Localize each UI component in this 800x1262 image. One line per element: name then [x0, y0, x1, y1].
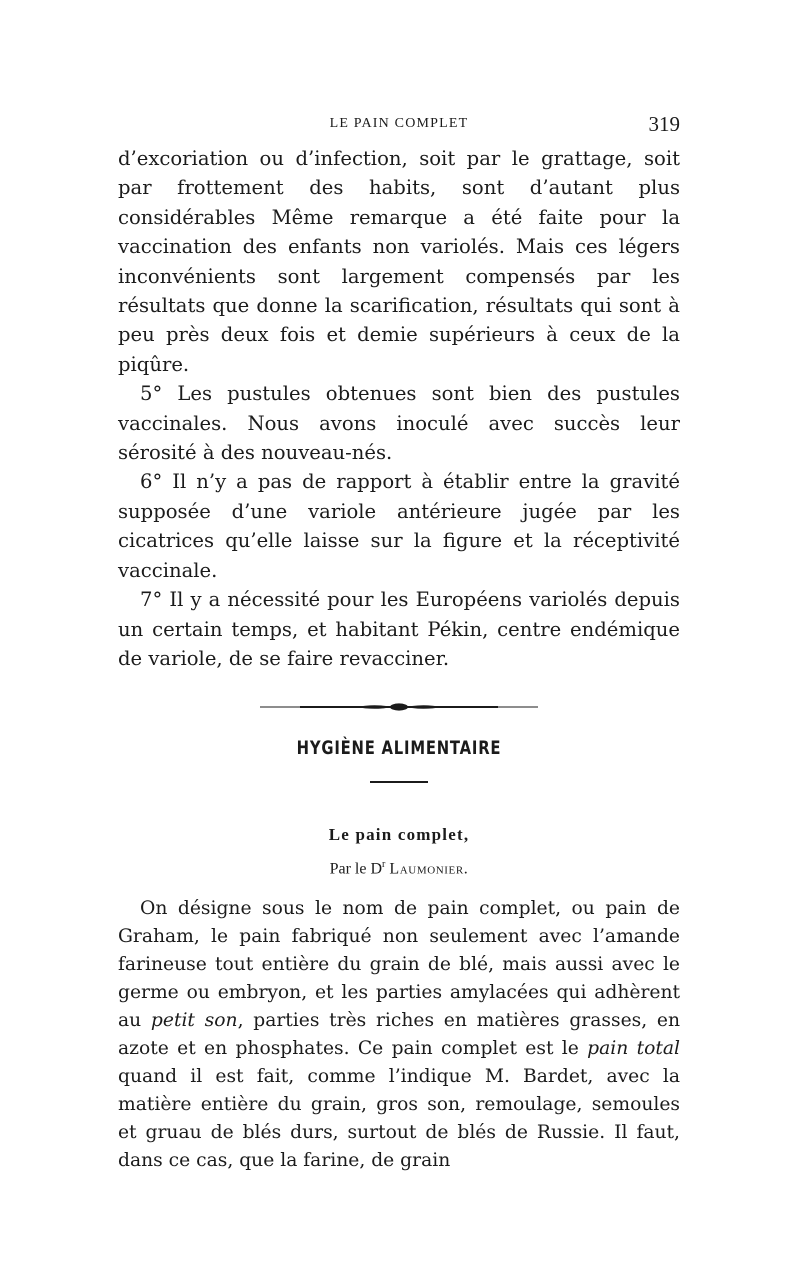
- article-body: [118, 895, 680, 1176]
- article-title: Le pain complet,: [328, 825, 470, 845]
- ornament-icon: [260, 702, 538, 712]
- article-italic-2: pain total: [587, 1038, 680, 1060]
- ornamental-divider: [260, 697, 538, 707]
- article-byline: [118, 859, 680, 878]
- section-divider: [370, 781, 428, 783]
- article-text-3: quand il est fait, comme l’indique M. Bardet, avec la matière entière du grain, gros son, remoulage, semoules et gruau de blés durs, surtout de blés de Russie. Il faut, dans ce cas, que la farine, de grain: [118, 1066, 680, 1172]
- article-italic-1: petit son: [150, 1010, 238, 1032]
- running-title: LE PAIN COMPLET: [329, 116, 469, 131]
- running-head: [118, 112, 680, 144]
- byline-prefix: Par le D: [329, 860, 383, 878]
- paragraph-continued: d’excoriation ou d’infection, soit par le grattage, soit par frottement des habits, sont d’autant plus considérables Même remarque a été faite pour la vaccination des enfants non variolés. Mais ces légers inconvénients sont largement compensés par les résultats que donne la scarification, résultats qui sont à peu près deux fois et demie supérieurs à ceux de la piqûre.: [118, 147, 680, 376]
- byline-superscript: r: [382, 859, 386, 871]
- paragraph-point-7: 7° Il y a nécessité pour les Européens variolés depuis un certain temps, et habitant Pékin, centre endémique de variole, de se faire revacciner.: [118, 588, 680, 670]
- section-title: HYGIÈNE ALIMENTAIRE: [296, 737, 502, 760]
- paragraph-point-5: 5° Les pustules obtenues sont bien des pustules vaccinales. Nous avons inoculé avec succès leur sérosité à des nouveau-nés.: [118, 382, 680, 465]
- page-number: 319: [648, 112, 680, 136]
- article-text-1: On désigne sous le nom de pain complet, ou pain de Graham, le pain fabriqué non seulement avec l’amande farineuse tout entière du grain de blé, mais aussi avec le germe ou embryon, et les parties amylacées qui adhèrent au: [118, 897, 680, 1032]
- book-page: [118, 112, 680, 1176]
- article-text-2: , parties très riches en matières grasses, en azote et en phosphates. Ce pain complet est le: [118, 1010, 680, 1060]
- paragraph-point-6: 6° Il n’y a pas de rapport à établir entre la gravité supposée d’une variole antérieure jugée par les cicatrices qu’elle laisse sur la figure et la réceptivité vaccinale.: [118, 470, 680, 582]
- byline-author: Laumonier.: [389, 860, 469, 878]
- article-paragraph: [118, 895, 680, 1176]
